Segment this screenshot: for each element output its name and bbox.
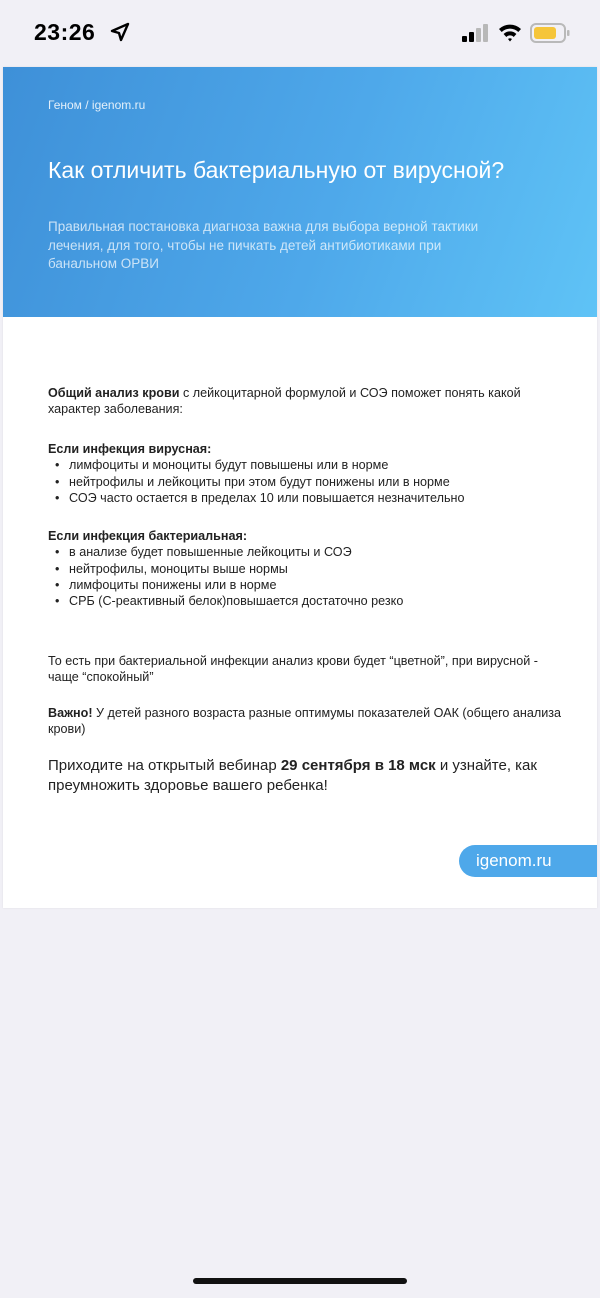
wifi-icon (498, 22, 522, 42)
list-item: • лимфоциты и моноциты будут повышены или в норме (48, 457, 568, 473)
list-item: • нейтрофилы и лейкоциты при этом будут понижены или в норме (48, 474, 568, 490)
viral-section (48, 441, 568, 506)
status-time: 23:26 (34, 19, 96, 45)
bacterial-heading: Если инфекция бактериальная: (48, 529, 248, 543)
status-bar (0, 0, 600, 66)
viral-list (48, 457, 568, 506)
article-card (3, 67, 597, 908)
battery-icon (530, 23, 570, 43)
list-item: • СОЭ часто остается в пределах 10 или повышается незначительно (48, 490, 568, 506)
home-indicator[interactable] (193, 1278, 407, 1284)
article-subtitle: Правильная постановка диагноза важна для выбора верной тактики лечения, для того, чтобы не пичкать детей антибиотиками при банальном ОРВИ (48, 219, 479, 271)
article-source: Геном / igenom.ru (48, 98, 146, 112)
list-item: • СРБ (С-реактивный белок)повышается достаточно резко (48, 593, 568, 609)
intro-bold: Общий анализ крови (48, 386, 180, 400)
webinar-text-after: и узнайте, как преумножить здоровье вашего ребенка! (48, 757, 537, 794)
important-bold: Важно! (48, 706, 93, 720)
site-badge[interactable]: igenom.ru (459, 845, 597, 877)
article-title: Как отличить бактериальную от вирусной? (48, 157, 505, 183)
cellular-signal-icon (462, 24, 490, 42)
location-arrow-icon (110, 22, 130, 42)
webinar-invitation (48, 756, 568, 795)
list-item: • лимфоциты понижены или в норме (48, 577, 568, 593)
intro-text: с лейкоцитарной формулой и СОЭ поможет понять какой характер заболевания: (48, 386, 521, 417)
viral-heading: Если инфекция вирусная: (48, 442, 212, 456)
important-paragraph (48, 705, 568, 738)
bacterial-list (48, 544, 568, 609)
important-text: У детей разного возраста разные оптимумы показателей ОАК (общего анализа крови) (48, 706, 562, 737)
webinar-date: 29 сентября в 18 мск (280, 757, 436, 774)
article-header (3, 67, 597, 317)
bacterial-section (48, 528, 568, 609)
intro-paragraph (48, 385, 568, 418)
list-item: • нейтрофилы, моноциты выше нормы (48, 561, 568, 577)
list-item: • в анализе будет повышенные лейкоциты и СОЭ (48, 544, 568, 560)
summary-paragraph: То есть при бактериальной инфекции анализ крови будет “цветной”, при вирусной - чаще “спокойный” (48, 654, 538, 685)
webinar-text-before: Приходите на открытый вебинар (48, 757, 281, 774)
